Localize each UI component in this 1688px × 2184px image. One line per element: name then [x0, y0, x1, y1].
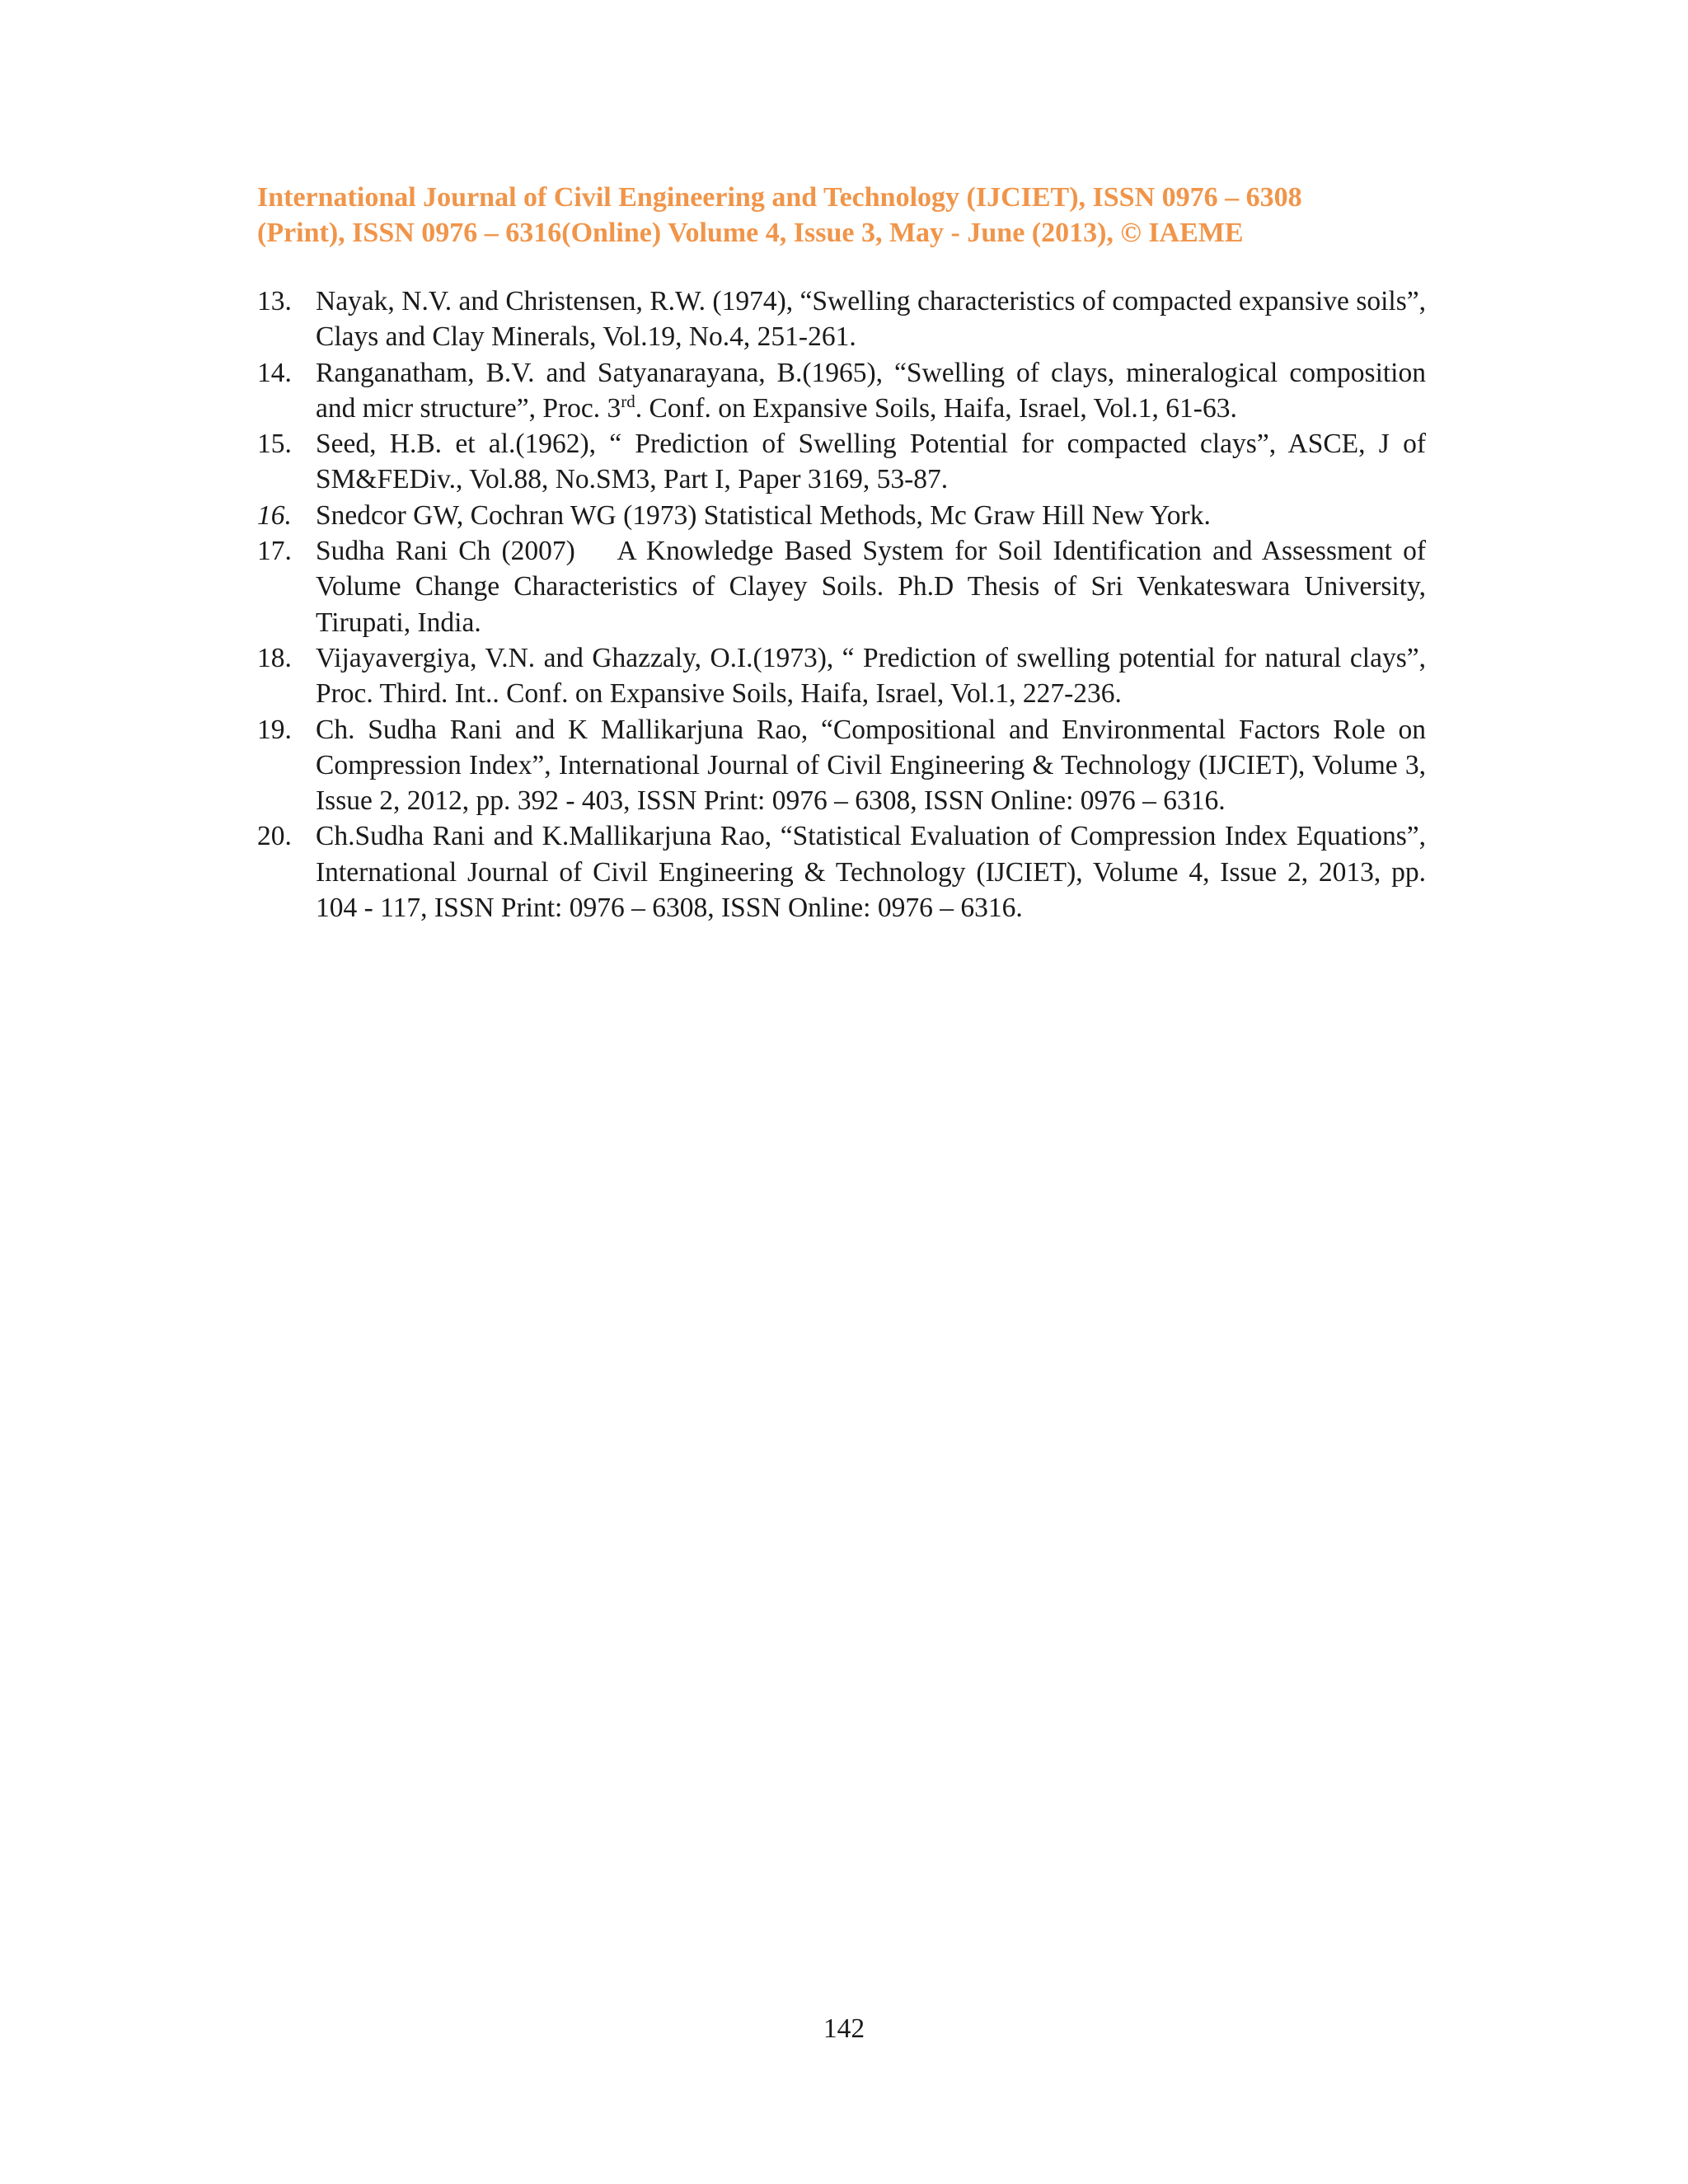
- reference-item: [257, 533, 1432, 640]
- reference-item: [257, 426, 1426, 498]
- reference-list: [257, 284, 1432, 926]
- reference-text: Vijayavergiya, V.N. and Ghazzaly, O.I.(1973), “ Prediction of swelling potential for natural clays”, Proc. Third. Int.. Conf. on Expansive Soils, Haifa, Israel, Vol.1, 227-236.: [316, 642, 1426, 710]
- reference-item: [257, 640, 1426, 712]
- ordinal-superscript: rd: [621, 391, 635, 411]
- reference-number: 13.: [257, 286, 292, 316]
- reference-number: 16.: [257, 499, 292, 531]
- reference-text: Seed, H.B. et al.(1962), “ Prediction of Swelling Potential for compacted clays”, ASCE, J of SM&FEDiv., Vol.88, No.SM3, Part I, Paper 3169, 53-87.: [316, 429, 1426, 495]
- reference-text-continued: . Conf. on Expansive Soils, Haifa, Israel, Vol.1, 61-63.: [635, 392, 1237, 424]
- journal-header-line-2: (Print), ISSN 0976 – 6316(Online) Volume 4, Issue 3, May - June (2013), © IAEME: [257, 218, 1244, 248]
- reference-text: Sudha Rani Ch (2007) A Knowledge Based System for Soil Identification and Assessment of Volume Change Characteristics of Clayey Soils. Ph.D Thesis of Sri Venkateswara University, Tirupati, India.: [316, 536, 1432, 638]
- page-number: 142: [823, 2013, 865, 2044]
- reference-text: Ch.Sudha Rani and K.Mallikarjuna Rao, “Statistical Evaluation of Compression Index Equations”, International Journal of Civil Engineering & Technology (IJCIET), Volume 4, Issue 2, 2013, pp. 104 - 117, ISSN Print: 0976 – 6308, ISSN Online: 0976 – 6316.: [316, 821, 1426, 924]
- reference-item: [257, 498, 1426, 533]
- reference-text: Ranganatham, B.V. and Satyanarayana, B.(1965), “Swelling of clays, mineralogical composition and micr structure”, Proc. 3: [316, 357, 1426, 424]
- reference-number: 17.: [257, 536, 292, 567]
- reference-number: 14.: [257, 357, 292, 388]
- reference-text: Snedcor GW, Cochran WG (1973) Statistical Methods, Mc Graw Hill New York.: [316, 499, 1211, 531]
- reference-number: 15.: [257, 429, 292, 460]
- reference-text: Nayak, N.V. and Christensen, R.W. (1974), “Swelling characteristics of compacted expansive soils”, Clays and Clay Minerals, Vol.19, No.4, 251-261.: [316, 286, 1426, 353]
- reference-item: [257, 818, 1426, 926]
- reference-number: 20.: [257, 821, 292, 852]
- reference-item: [257, 284, 1426, 355]
- journal-header: [257, 180, 1426, 251]
- reference-number: 18.: [257, 642, 292, 673]
- reference-number: 19.: [257, 714, 292, 745]
- journal-header-line-1: International Journal of Civil Engineering and Technology (IJCIET), ISSN 0976 – 6308: [257, 182, 1302, 213]
- reference-item: [257, 355, 1426, 427]
- reference-item: [257, 712, 1426, 819]
- reference-text: Ch. Sudha Rani and K Mallikarjuna Rao, “Compositional and Environmental Factors Role on Compression Index”, International Journal of Civil Engineering & Technology (IJCIET), Volume 3, Issue 2, 2012, pp. 392 - 403, ISSN Print: 0976 – 6308, ISSN Online: 0976 – 6316.: [316, 714, 1426, 817]
